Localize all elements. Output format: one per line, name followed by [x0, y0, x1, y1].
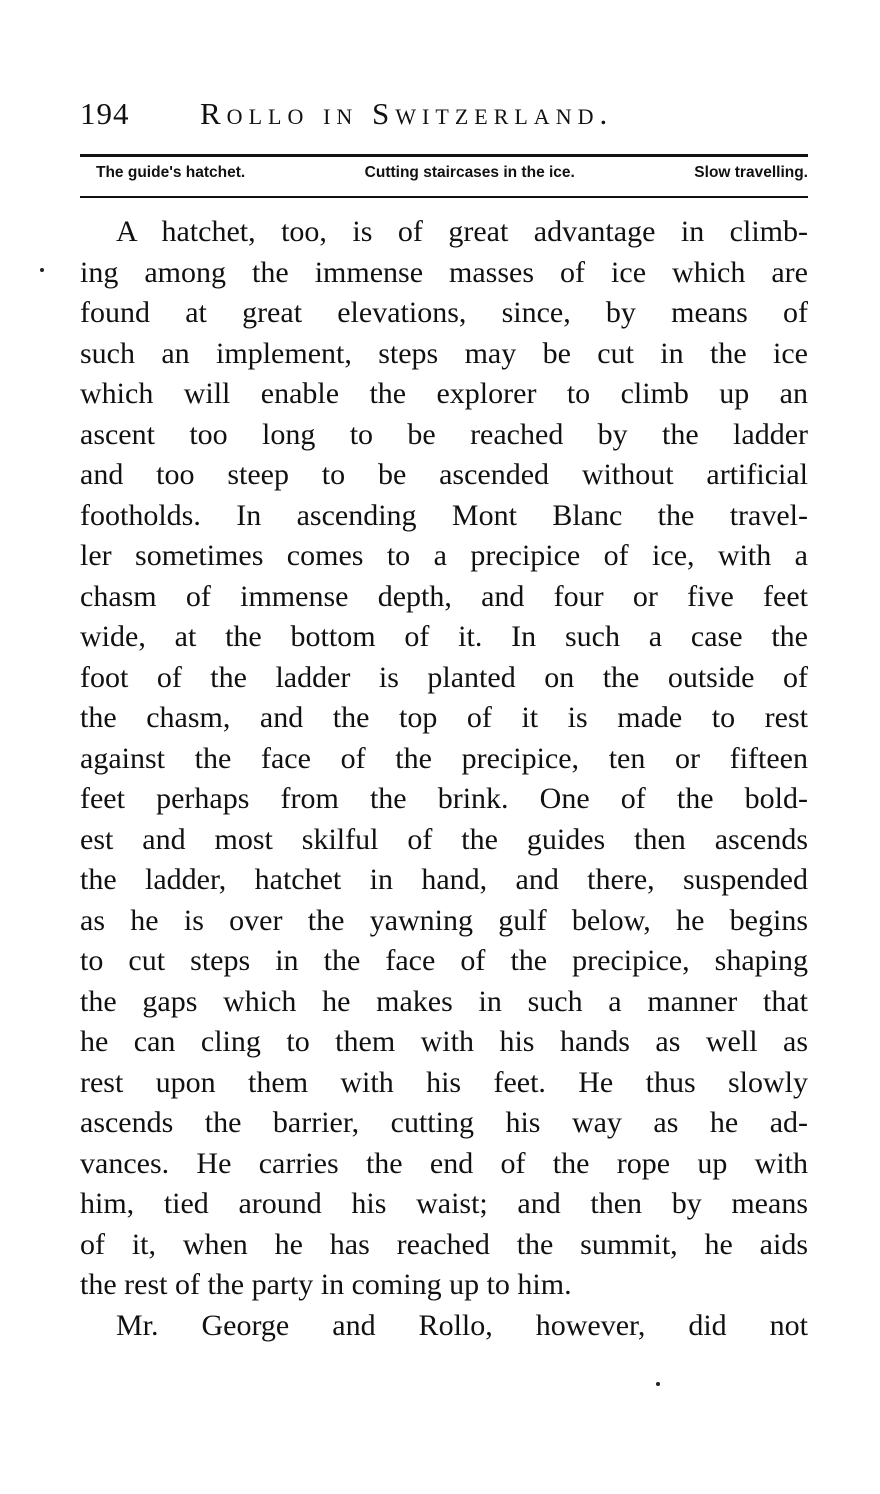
subhead-3: Slow travelling.	[694, 164, 808, 181]
body-line: to cut steps in the face of the precipice, shaping	[80, 944, 808, 977]
body-line: against the face of the precipice, ten or fifteen	[80, 741, 808, 775]
body-line: wide, at the bottom of it. In such a case the	[80, 620, 808, 653]
body-line: of it, when he has reached the summit, he aids	[80, 1227, 808, 1261]
body-line: vances. He carries the end of the rope up with	[80, 1146, 808, 1180]
body-line: ascent too long to be reached by the ladder	[80, 417, 808, 451]
header-rule-top	[80, 154, 808, 157]
body-line: he can cling to them with his hands as well as	[80, 1025, 808, 1058]
body-line: and too steep to be ascended without artificial	[80, 458, 808, 491]
body-line: him, tied around his waist; and then by means	[80, 1187, 808, 1220]
subhead-1: The guide's hatchet.	[96, 164, 246, 181]
subhead-2: Cutting staircases in the ice.	[364, 164, 575, 181]
header-rule-bottom	[80, 196, 808, 198]
body-line: est and most skilful of the guides then ascends	[80, 822, 808, 856]
page-number: 194	[80, 96, 130, 131]
body-line: the gaps which he makes in such a manner that	[80, 984, 808, 1018]
margin-speck	[40, 268, 44, 272]
print-speck	[656, 1382, 660, 1386]
body-line: foot of the ladder is planted on the outside of	[80, 660, 808, 694]
running-title: Rollo in Switzerland.	[200, 96, 614, 131]
body-text	[80, 212, 808, 1346]
body-line: the rest of the party in coming up to him.	[80, 1268, 572, 1301]
body-line: ascends the barrier, cutting his way as he ad-	[80, 1106, 808, 1139]
body-line: footholds. In ascending Mont Blanc the travel-	[80, 498, 808, 532]
body-line: ing among the immense masses of ice which are	[80, 255, 808, 289]
chapter-subheads	[96, 164, 808, 182]
body-line: Mr. George and Rollo, however, did not	[116, 1308, 808, 1342]
body-line: the ladder, hatchet in hand, and there, suspended	[80, 863, 808, 896]
body-line: ler sometimes comes to a precipice of ice, with a	[80, 539, 808, 572]
body-line: which will enable the explorer to climb up an	[80, 377, 808, 410]
body-line: feet perhaps from the brink. One of the bold-	[80, 782, 808, 815]
body-line: chasm of immense depth, and four or five feet	[80, 579, 808, 613]
body-line: found at great elevations, since, by means of	[80, 296, 808, 329]
body-line: rest upon them with his feet. He thus slowly	[80, 1065, 808, 1099]
body-line: such an implement, steps may be cut in the ice	[80, 336, 808, 370]
body-line: A hatchet, too, is of great advantage in climb-	[116, 215, 808, 248]
body-line: as he is over the yawning gulf below, he begins	[80, 903, 808, 937]
body-line: the chasm, and the top of it is made to rest	[80, 701, 808, 734]
